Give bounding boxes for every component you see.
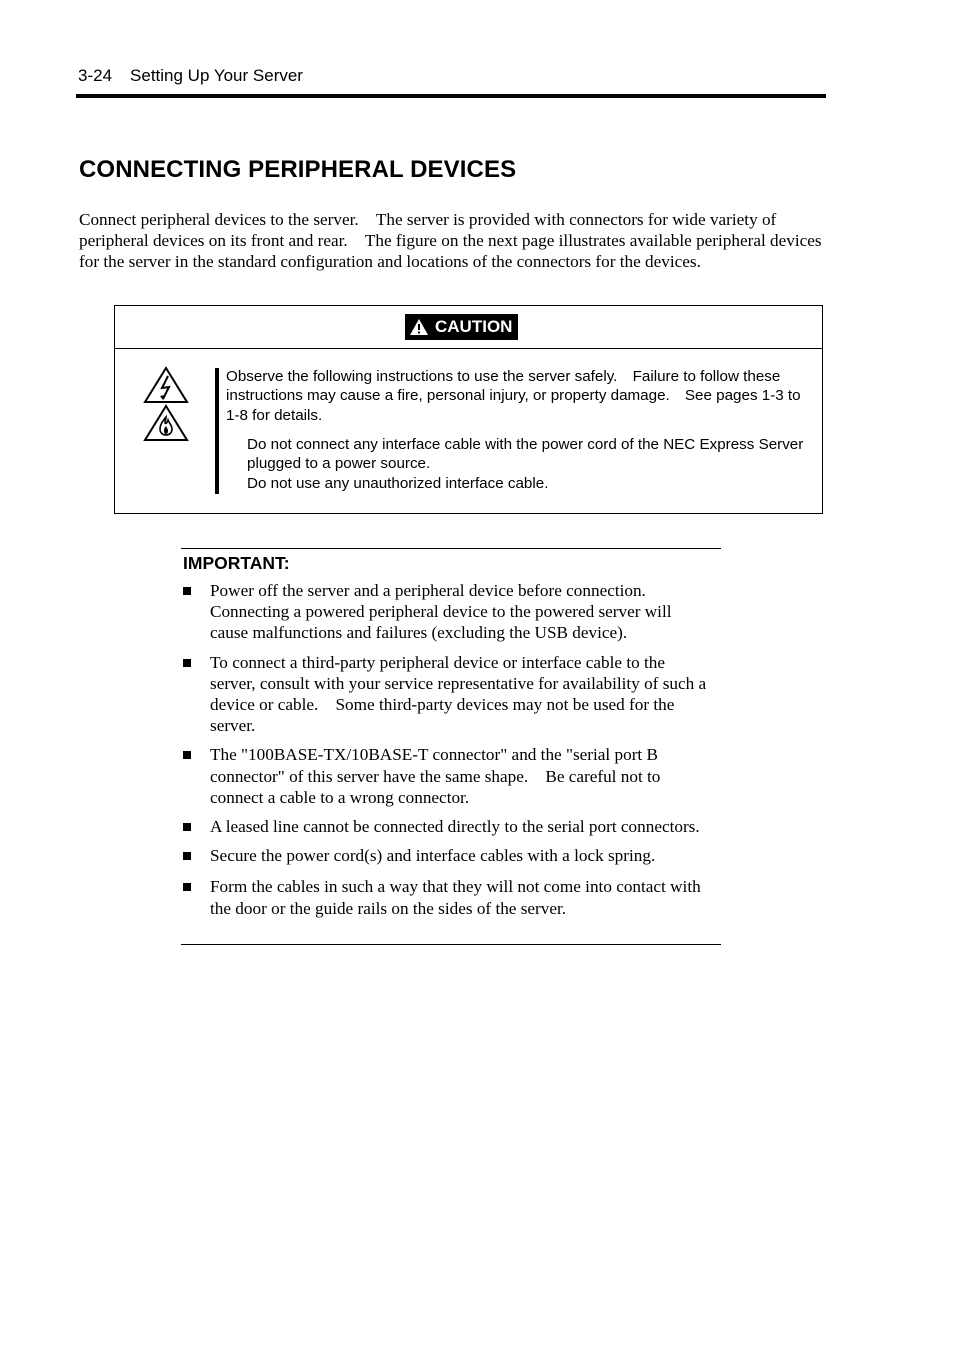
list-item-text: A leased line cannot be connected directly to the serial port connectors. <box>210 817 700 837</box>
list-item <box>181 876 710 918</box>
page-title: CONNECTING PERIPHERAL DEVICES <box>79 156 517 183</box>
bullet-icon <box>183 883 191 891</box>
running-header <box>78 66 303 86</box>
caution-item: Do not connect any interface cable with the power cord of the NEC Express Server plugged to a power source. <box>247 436 804 473</box>
bullet-icon <box>183 659 191 667</box>
fire-icon <box>143 404 189 442</box>
caution-badge <box>405 314 518 340</box>
caution-header <box>115 306 822 349</box>
list-item-text: Power off the server and a peripheral device before connection. Connecting a powered peripheral device to the powered server will cause malfunctions and failures (excluding the USB device). <box>210 581 672 643</box>
caution-box <box>114 305 823 514</box>
warning-triangle-icon <box>409 318 429 336</box>
list-item-text: Secure the power cord(s) and interface cables with a lock spring. <box>210 846 656 866</box>
caution-side-bar <box>215 368 219 494</box>
caution-item: Do not use any unauthorized interface cable. <box>247 474 549 492</box>
caution-text: Observe the following instructions to use the server safely. Failure to follow these instructions may cause a fire, personal injury, or property damage. See pages 1-3 to 1-8 for details. <box>226 368 801 424</box>
bullet-icon <box>183 751 191 759</box>
caution-label: CAUTION <box>435 317 513 336</box>
intro-paragraph: Connect peripheral devices to the server. The server is provided with connectors for wide variety of peripheral devices on its front and rear. The figure on the next page illustrates available peripheral devices for the server in the standard configuration and locations of the connectors for the devices. <box>79 210 822 272</box>
header-rule <box>76 94 826 98</box>
important-list <box>181 580 721 919</box>
list-item <box>181 744 710 808</box>
list-item <box>181 816 710 837</box>
bullet-icon <box>183 587 191 595</box>
bullet-icon <box>183 823 191 831</box>
list-item <box>181 580 710 644</box>
caution-icons <box>143 366 189 442</box>
list-item <box>181 652 710 737</box>
page-number: 3-24 <box>78 66 113 85</box>
important-box <box>181 548 721 945</box>
important-title: IMPORTANT: <box>183 553 290 573</box>
list-item <box>181 845 710 866</box>
section-title: Setting Up Your Server <box>130 66 303 85</box>
electric-shock-icon <box>143 366 189 404</box>
caution-list <box>247 435 817 493</box>
list-item-text: To connect a third-party peripheral device or interface cable to the server, consult with your service representative for availability of such a device or cable. Some third-party devices may not be used for the server. <box>210 652 707 736</box>
list-item-text: Form the cables in such a way that they will not come into contact with the door or the guide rails on the sides of the server. <box>210 877 701 918</box>
bullet-icon <box>183 852 191 860</box>
list-item-text: The "100BASE-TX/10BASE-T connector" and the "serial port B connector" of this server have the same shape. Be careful not to connect a cable to a wrong connector. <box>210 745 661 807</box>
